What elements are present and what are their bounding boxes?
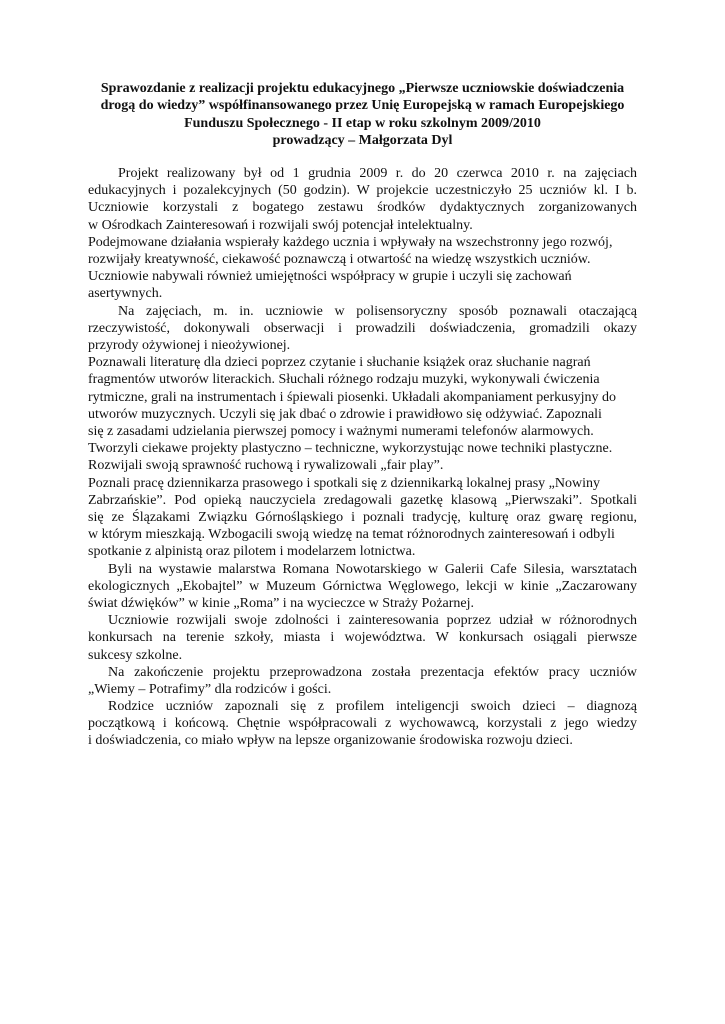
- report-body: [88, 165, 637, 750]
- text-line: w Ośrodkach Zainteresowań i rozwijali swój potencjał intelektualny.: [88, 217, 473, 233]
- text-line: Poznali pracę dziennikarza prasowego i spotkali się z dziennikarką lokalnej prasy „Nowiny: [88, 475, 600, 491]
- text-line: spotkanie z alpinistą oraz pilotem i modelarzem lotnictwa.: [88, 544, 416, 560]
- text-line: Na zajęciach, m. in. uczniowie w polisensoryczny sposób poznawali otaczającą: [118, 303, 637, 319]
- title-line: drogą do wiedzy” współfinansowanego przez Unię Europejską w ramach Europejskiego: [100, 98, 625, 114]
- paragraph-presentation: [88, 664, 637, 698]
- paragraph-journalism: [88, 475, 637, 561]
- text-line: rozwijały kreatywność, ciekawość poznawczą i otwartość na wiedzę wszystkich uczniów.: [88, 251, 591, 267]
- paragraph-intro: [88, 165, 637, 234]
- paragraph-parents: [88, 698, 637, 750]
- text-line: Projekt realizowany był od 1 grudnia 2009 r. do 20 czerwca 2010 r. na zajęciach: [118, 166, 637, 181]
- title-line: Sprawozdanie z realizacji projektu edukacyjnego „Pierwsze uczniowskie doświadczenia: [100, 81, 625, 96]
- text-line: ekologicznych „Ekobajtel” w Muzeum Górnictwa Węglowego, lekcji w kinie „Zaczarowany: [88, 578, 637, 594]
- text-line: fragmentów utworów literackich. Słuchali różnego rodzaju muzyki, wykonywali ćwiczenia: [88, 372, 600, 388]
- title-author-line: prowadzący – Małgorzata Dyl: [272, 132, 453, 148]
- text-line: się z zasadami udzielania pierwszej pomocy i ważnymi numerami telefonów alarmowych.: [88, 423, 594, 439]
- text-line: Podejmowane działania wspierały każdego ucznia i wpływały na wszechstronny jego rozwój,: [88, 234, 613, 250]
- title-line: Funduszu Społecznego - II etap w roku szkolnym 2009/2010: [184, 115, 541, 131]
- paragraph-trips: [88, 561, 637, 613]
- text-line: asertywnych.: [88, 286, 163, 302]
- text-line: świat dźwięków” w kinie „Roma” i na wycieczce w Straży Pożarnej.: [88, 595, 475, 611]
- text-line: Uczniowie rozwijali swoje zdolności i zainteresowania poprzez udział w różnorodnych: [108, 613, 637, 629]
- text-line: i doświadczenia, co miało wpływ na lepsze organizowanie środowiska rozwoju dzieci.: [88, 733, 573, 749]
- text-line: Rozwijali swoją sprawność ruchową i rywalizowali „fair play”.: [88, 458, 444, 474]
- text-line: początkową i końcową. Chętnie współpracowali z wychowawcą, korzystali z jego wiedzy: [88, 716, 637, 732]
- text-line: sukcesy szkolne.: [88, 647, 183, 663]
- text-line: Uczniowie nabywali również umiejętności współpracy w grupie i uczyli się zachowań: [88, 269, 572, 285]
- text-line: Poznawali literaturę dla dzieci poprzez czytanie i słuchanie książek oraz słuchanie nagrań: [88, 355, 591, 371]
- text-line: edukacyjnych i pozalekcyjnych (50 godzin). W projekcie uczestniczyło 25 uczniów kl. I b.: [88, 183, 637, 199]
- text-line: „Wiemy – Potrafimy” dla rodziców i gości.: [88, 681, 332, 697]
- paragraph-contests: [88, 612, 637, 664]
- text-line: się ze Ślązakami Związku Górnośląskiego i poznali tradycję, kulturę oraz gwarę regionu,: [88, 509, 637, 525]
- text-line: Na zakończenie projektu przeprowadzona została prezentacja efektów pracy uczniów: [108, 664, 637, 680]
- text-line: rzeczywistość, dokonywali obserwacji i prowadzili doświadczenia, gromadzili okazy: [88, 320, 637, 336]
- text-line: przyrody ożywionej i nieożywionej.: [88, 337, 291, 353]
- paragraph-activities: [88, 234, 637, 268]
- text-line: Rodzice uczniów zapoznali się z profilem inteligencji swoich dzieci – diagnozą: [108, 699, 637, 715]
- text-line: utworów muzycznych. Uczyli się jak dbać o zdrowie i prawidłowo się odżywiać. Zapoznali: [88, 406, 602, 422]
- text-line: Uczniowie korzystali z bogatego zestawu środków dydaktycznych zorganizowanych: [88, 200, 637, 216]
- document-title: [88, 80, 637, 149]
- text-line: Zabrzańskie”. Pod opieką nauczyciela zredagowali gazetkę klasową „Pierwszaki”. Spotkali: [88, 492, 637, 508]
- text-line: Tworzyli ciekawe projekty plastyczno – techniczne, wykorzystując nowe techniki plastyczne.: [88, 441, 613, 457]
- text-line: w którym mieszkają. Wzbogacili swoją wiedzę na temat różnorodnych zainteresowań i odbyli: [88, 527, 615, 543]
- paragraph-classes: [88, 303, 637, 355]
- text-line: Byli na wystawie malarstwa Romana Nowotarskiego w Galerii Cafe Silesia, warsztatach: [108, 561, 637, 577]
- text-line: rytmiczne, grali na instrumentach i śpiewali piosenki. Układali akompaniament perkusyjny do: [88, 389, 616, 405]
- paragraph-cooperation: [88, 268, 637, 302]
- paragraph-literature: [88, 354, 637, 474]
- text-line: konkursach na terenie szkoły, miasta i województwa. W konkursach osiągali pierwsze: [88, 630, 637, 646]
